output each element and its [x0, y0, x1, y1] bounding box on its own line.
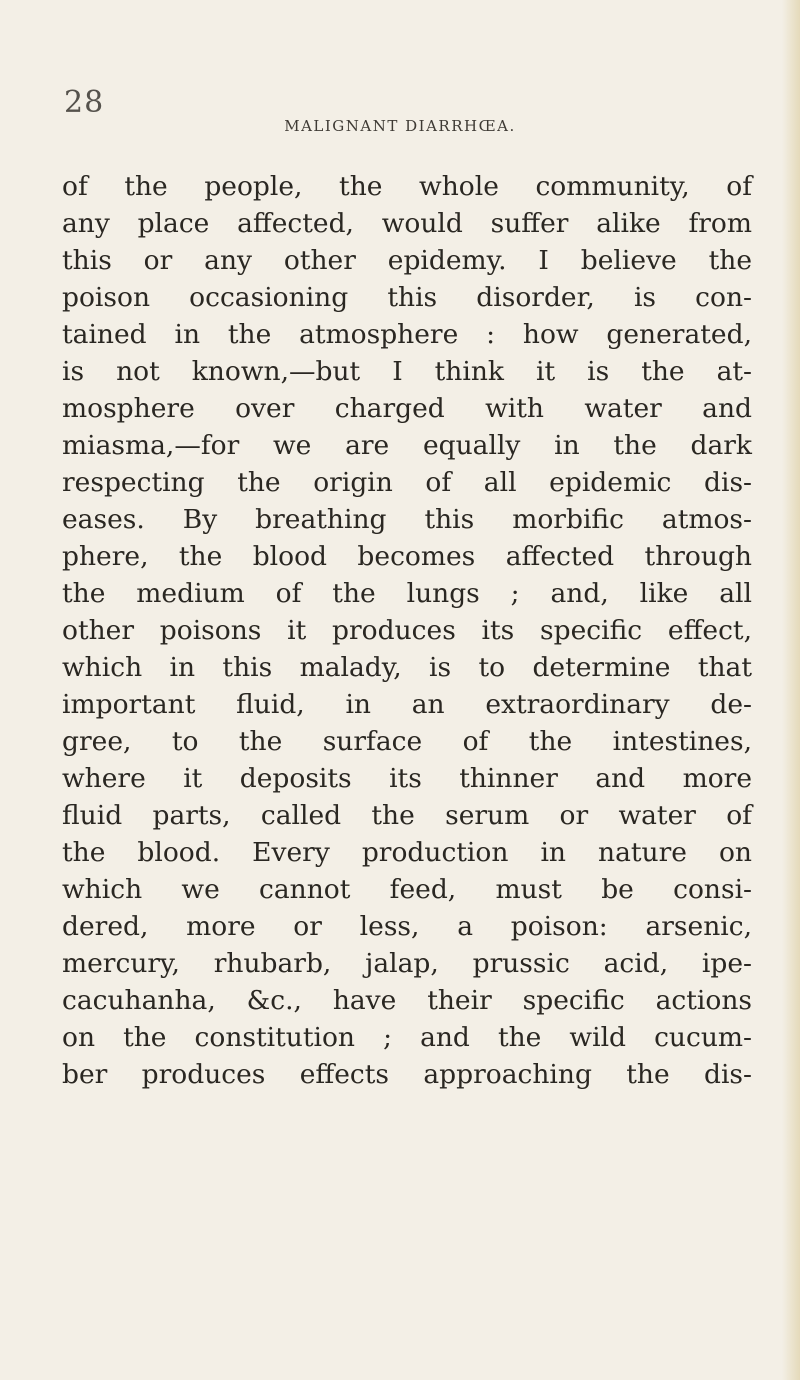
page-edge: [782, 0, 800, 1380]
text-line: eases. By breathing this morbific atmos-: [62, 504, 752, 535]
text-line: tained in the atmosphere : how generated,: [62, 319, 752, 350]
text-line: which we cannot feed, must be consi-: [62, 874, 752, 905]
text-line: where it deposits its thinner and more: [62, 763, 752, 794]
text-line: the medium of the lungs ; and, like all: [62, 578, 752, 609]
text-line: which in this malady, is to determine that: [62, 652, 752, 683]
body-text: [62, 168, 752, 1093]
text-line: mercury, rhubarb, jalap, prussic acid, ipe-: [62, 948, 752, 979]
text-line: important fluid, in an extraordinary de-: [62, 689, 752, 720]
text-line: respecting the origin of all epidemic dis-: [62, 467, 752, 498]
text-line: gree, to the surface of the intestines,: [62, 726, 752, 757]
text-line: mosphere over charged with water and: [62, 393, 752, 424]
text-line: the blood. Every production in nature on: [62, 837, 752, 868]
text-line: on the constitution ; and the wild cucum-: [62, 1022, 752, 1053]
text-line: poison occasioning this disorder, is con-: [62, 282, 752, 313]
text-line: cacuhanha, &c., have their specific actions: [62, 985, 752, 1016]
text-line: ber produces effects approaching the dis-: [62, 1059, 752, 1090]
text-line: is not known,—but I think it is the at-: [62, 356, 752, 387]
text-line: any place affected, would suffer alike from: [62, 208, 752, 239]
text-line: this or any other epidemy. I believe the: [62, 245, 752, 276]
text-line: phere, the blood becomes affected through: [62, 541, 752, 572]
text-line: of the people, the whole community, of: [62, 171, 752, 202]
page-number: 28: [64, 85, 105, 120]
text-line: fluid parts, called the serum or water of: [62, 800, 752, 831]
running-head: MALIGNANT DIARRHŒA.: [284, 117, 516, 135]
text-line: miasma,—for we are equally in the dark: [62, 430, 752, 461]
text-line: dered, more or less, a poison: arsenic,: [62, 911, 752, 942]
text-line: other poisons it produces its specific effect,: [62, 615, 752, 646]
